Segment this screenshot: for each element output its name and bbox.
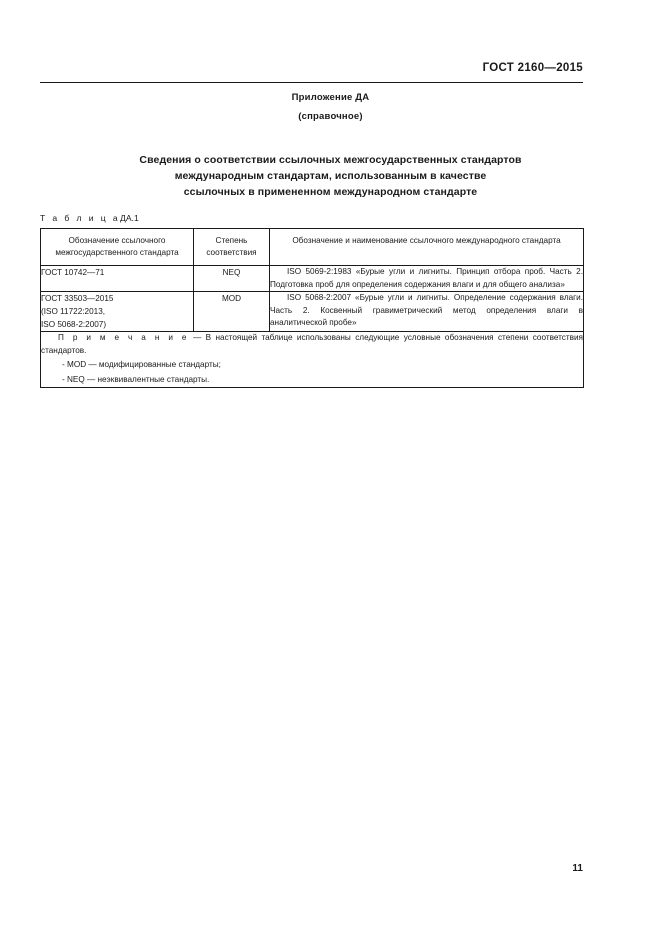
- cell-iso-description: [270, 266, 584, 292]
- table-header-degree: Степень соответствия: [194, 229, 270, 266]
- table-header-designation: Обозначение ссылочного межгосударственного стандарта: [41, 229, 194, 266]
- cell-gost-code: [41, 266, 194, 292]
- cell-degree: NEQ: [194, 266, 270, 292]
- note-list-item: - NEQ — неэквивалентные стандарты.: [62, 374, 210, 384]
- annex-subtitle: (справочное): [298, 111, 363, 122]
- annex-title: Приложение ДА: [291, 92, 370, 103]
- table-header-international: Обозначение и наименование ссылочного международного стандарта: [270, 229, 584, 266]
- note-label: П р и м е ч а н и е: [58, 333, 189, 343]
- table-note: [41, 332, 584, 387]
- page-title-line-3: ссылочных в примененном международном стандарте: [183, 186, 478, 198]
- note-list-item: - MOD — модифицированные стандарты;: [62, 360, 221, 370]
- annex-caption: [0, 92, 661, 122]
- cell-iso-description: [270, 292, 584, 332]
- gost-code-line-1: ГОСТ 33503—2015: [41, 294, 114, 304]
- cell-degree: MOD: [194, 292, 270, 332]
- note-dash: —: [193, 333, 202, 343]
- cell-gost-code: [41, 292, 194, 332]
- table-caption-label: Т а б л и ц а: [40, 213, 120, 223]
- note-text: В настоящей таблице использованы следующие условные обозначения степени соответствия стандартов.: [41, 333, 583, 355]
- table-note-row: [41, 332, 584, 387]
- note-heading: [41, 332, 583, 357]
- gost-code-line-3: ISO 5068-2:2007): [41, 320, 107, 330]
- table-caption-number: ДА.1: [120, 213, 139, 223]
- page-number: 11: [572, 863, 583, 874]
- running-head-standard-number: ГОСТ 2160—2015: [482, 62, 583, 74]
- table-row: [41, 266, 584, 292]
- header-rule: [40, 82, 583, 83]
- gost-code-line-2: (ISO 11722:2013,: [41, 307, 106, 317]
- page-title-line-2: международным стандартам, использованным в качестве: [174, 170, 487, 182]
- gost-code-line-1: ГОСТ 10742—71: [41, 268, 105, 277]
- table-caption: [40, 213, 139, 223]
- page-title-line-1: Сведения о соответствии ссылочных межгосударственных стандартов: [139, 154, 522, 166]
- iso-description-text: ISO 5068-2:2007 «Бурые угли и лигниты. Определение содержания влаги. Часть 2. Косвенный гравиметрический метод определения влаги в аналитической пробе»: [270, 293, 583, 328]
- table-header-row: [41, 229, 584, 266]
- reference-standards-table: [40, 228, 584, 388]
- table-row: [41, 292, 584, 332]
- iso-description-text: ISO 5069-2:1983 «Бурые угли и лигниты. Принцип отбора проб. Часть 2. Подготовка проб для определения содержания влаги и для общего анализа»: [270, 267, 583, 289]
- page-title: [60, 152, 601, 200]
